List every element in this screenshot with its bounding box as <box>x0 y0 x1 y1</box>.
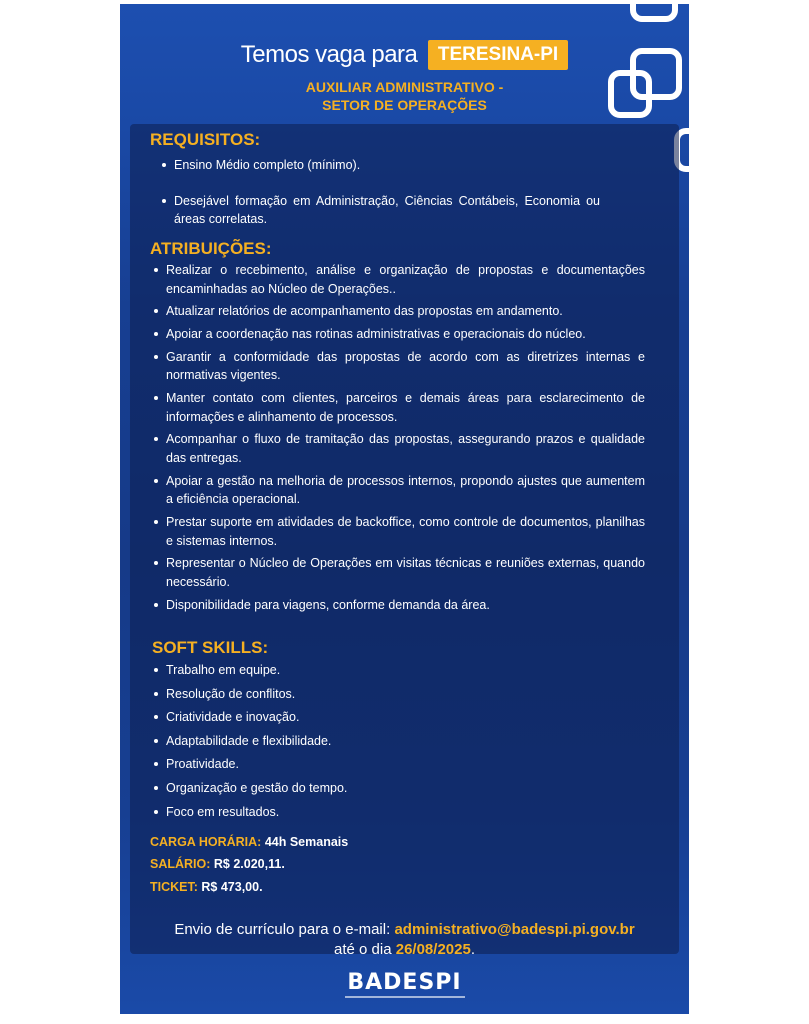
list-item: Desejável formação em Administração, Ciências Contábeis, Economia ou áreas correlatas. <box>160 192 600 228</box>
list-item: Adaptabilidade e flexibilidade. <box>152 732 552 750</box>
list-item: Foco em resultados. <box>152 803 552 821</box>
decorative-square-top <box>630 4 678 22</box>
job-title-line2: SETOR DE OPERAÇÕES <box>322 97 487 113</box>
atribuicoes-list <box>152 261 645 618</box>
carga-horaria <box>150 835 348 849</box>
list-item: Disponibilidade para viagens, conforme demanda da área. <box>152 596 645 615</box>
email-address[interactable]: administrativo@badespi.pi.gov.br <box>394 921 635 938</box>
deadline-line <box>120 940 689 960</box>
list-item: Garantir a conformidade das propostas de acordo com as diretrizes internas e normativas vigentes. <box>152 348 645 385</box>
list-item: Criatividade e inovação. <box>152 708 552 726</box>
email-intro: Envio de currículo para o e-mail: <box>174 921 391 938</box>
ticket-label: TICKET: <box>150 880 198 894</box>
soft-skills-list <box>152 661 552 826</box>
deadline-intro: até o dia <box>334 941 392 958</box>
application-instructions <box>120 920 689 960</box>
atribuicoes-heading: ATRIBUIÇÕES: <box>150 239 272 258</box>
email-line <box>120 920 689 940</box>
salario <box>150 857 285 871</box>
list-item: Manter contato com clientes, parceiros e demais áreas para esclarecimento de informações e alinhamento de processos. <box>152 389 645 426</box>
headline <box>120 40 689 70</box>
logo-wordmark: BADESPI <box>347 970 462 995</box>
list-item: Trabalho em equipe. <box>152 661 552 679</box>
list-item: Realizar o recebimento, análise e organização de propostas e documentações encaminhadas ao Núcleo de Operações.. <box>152 261 645 298</box>
deadline-date: 26/08/2025 <box>395 941 471 958</box>
salario-value: R$ 2.020,11. <box>213 857 285 871</box>
list-item: Ensino Médio completo (mínimo). <box>160 156 600 174</box>
list-item: Prestar suporte em atividades de backoffice, como controle de documentos, planilhas e sistemas internos. <box>152 513 645 550</box>
badespi-logo <box>120 970 689 998</box>
ticket <box>150 880 263 894</box>
list-item: Atualizar relatórios de acompanhamento das propostas em andamento. <box>152 302 645 321</box>
requisitos-heading: REQUISITOS: <box>150 130 261 149</box>
list-item: Acompanhar o fluxo de tramitação das propostas, assegurando prazos e qualidade das entregas. <box>152 430 645 467</box>
list-item: Representar o Núcleo de Operações em visitas técnicas e reuniões externas, quando necessário. <box>152 554 645 591</box>
job-poster <box>120 4 689 1014</box>
requisitos-list <box>160 156 600 246</box>
job-title <box>120 78 689 114</box>
carga-horaria-value: 44h Semanais <box>264 835 349 849</box>
list-item: Proatividade. <box>152 755 552 773</box>
deadline-period: . <box>470 941 475 958</box>
job-title-line1: AUXILIAR ADMINISTRATIVO - <box>305 79 504 95</box>
list-item: Resolução de conflitos. <box>152 685 552 703</box>
salario-label: SALÁRIO: <box>150 857 211 871</box>
ticket-value: R$ 473,00. <box>201 880 263 894</box>
headline-prefix: Temos vaga para <box>240 41 418 68</box>
city-badge: TERESINA-PI <box>428 40 568 70</box>
soft-skills-heading: SOFT SKILLS: <box>152 638 269 657</box>
list-item: Organização e gestão do tempo. <box>152 779 552 797</box>
logo-tagline-bar <box>345 996 465 998</box>
list-item: Apoiar a coordenação nas rotinas administrativas e operacionais do núcleo. <box>152 325 645 344</box>
carga-horaria-label: CARGA HORÁRIA: <box>150 835 262 849</box>
list-item: Apoiar a gestão na melhoria de processos internos, propondo ajustes que aumentem a eficiência operacional. <box>152 472 645 509</box>
